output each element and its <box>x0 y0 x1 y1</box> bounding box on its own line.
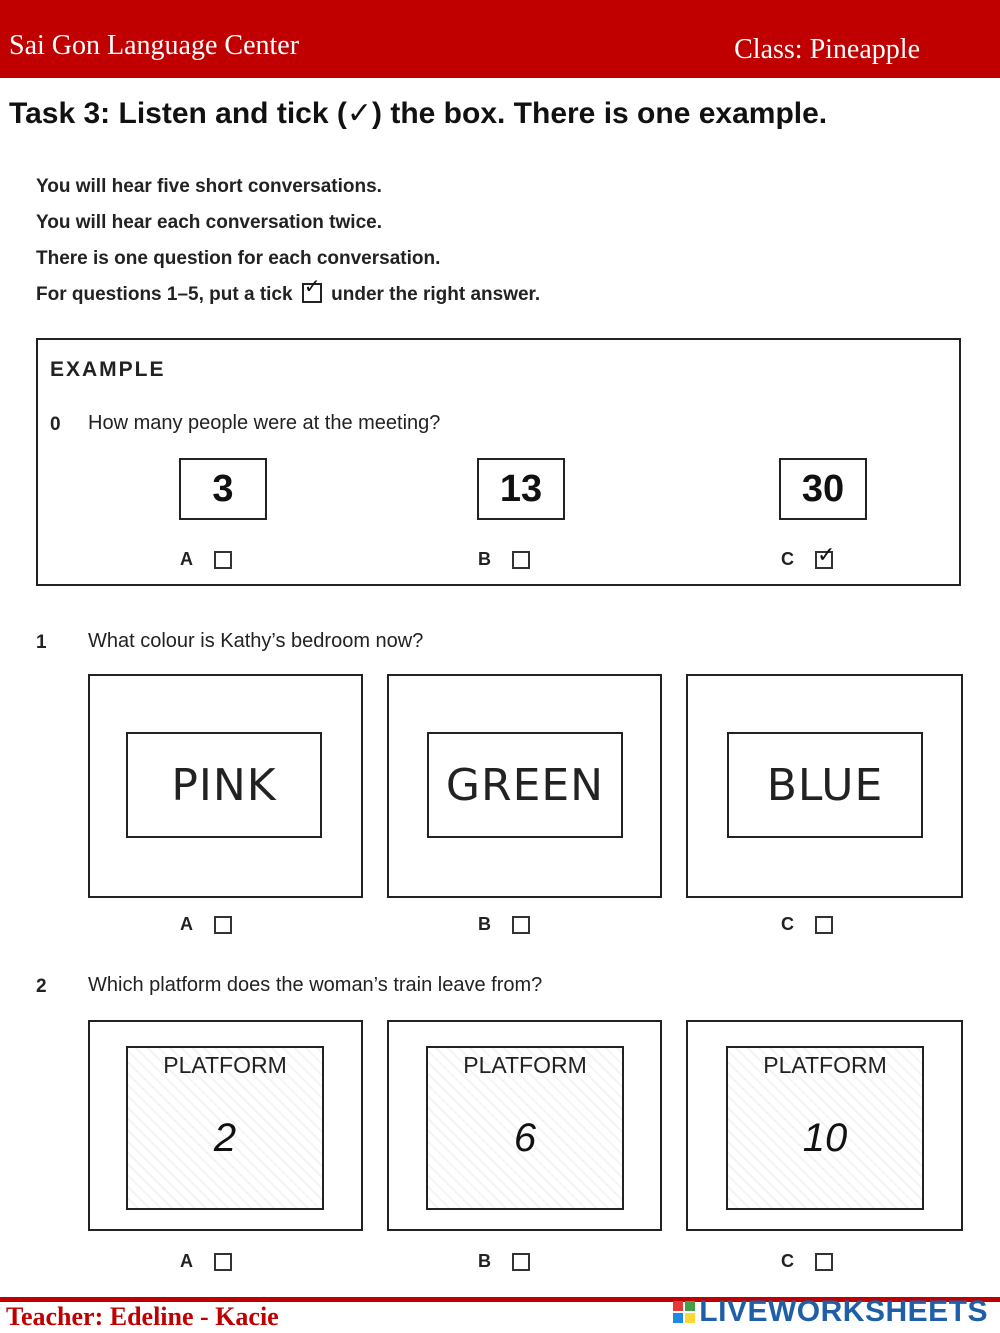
q1-answer-b[interactable] <box>478 914 530 935</box>
example-number: 0 <box>50 414 61 435</box>
tick-mark-icon: ✓ <box>817 541 836 567</box>
question-1-number: 1 <box>36 632 47 653</box>
example-question: How many people were at the meeting? <box>88 412 441 434</box>
q2-sign-b <box>426 1046 624 1210</box>
answer-letter: A <box>180 549 193 569</box>
answer-letter: B <box>478 914 491 934</box>
answer-letter: C <box>781 914 794 934</box>
question-1-text: What colour is Kathy’s bedroom now? <box>88 630 424 652</box>
checkbox[interactable] <box>512 1253 530 1271</box>
example-answer-a[interactable] <box>180 549 232 570</box>
instruction-line: You will hear five short conversations. <box>36 176 382 197</box>
question-2-number: 2 <box>36 976 47 997</box>
teacher-name: Teacher: Edeline - Kacie <box>6 1302 279 1331</box>
example-label: EXAMPLE <box>50 358 166 381</box>
tick-box-icon <box>302 276 322 303</box>
answer-letter: B <box>478 1251 491 1271</box>
class-label: Class: Pineapple <box>734 34 920 65</box>
instruction-line: There is one question for each conversation. <box>36 248 441 269</box>
platform-label: PLATFORM <box>763 1052 887 1078</box>
checkbox[interactable] <box>214 551 232 569</box>
brand-name: LIVEWORKSHEETS <box>699 1295 988 1328</box>
q1-answer-a[interactable] <box>180 914 232 935</box>
example-option-b-value: 13 <box>477 458 565 520</box>
answer-letter: B <box>478 549 491 569</box>
q1-answer-c[interactable] <box>781 914 833 935</box>
example-answer-b[interactable] <box>478 549 530 570</box>
tick-mark-icon: ✓ <box>303 276 321 298</box>
q2-answer-b[interactable] <box>478 1251 530 1272</box>
answer-letter: C <box>781 1251 794 1271</box>
answer-letter: C <box>781 549 794 569</box>
q1-sign-b <box>427 732 623 838</box>
instruction-text: For questions 1–5, put a tick <box>36 284 293 305</box>
task-title: Task 3: Listen and tick (✓) the box. There is one example. <box>9 97 828 130</box>
q2-answer-a[interactable] <box>180 1251 232 1272</box>
q1-sign-c <box>727 732 923 838</box>
colour-word: PINK <box>171 759 277 811</box>
colour-word: BLUE <box>766 759 884 811</box>
school-name: Sai Gon Language Center <box>9 30 300 61</box>
q1-sign-a <box>126 732 322 838</box>
instruction-line <box>36 276 541 316</box>
platform-number: 6 <box>513 1116 537 1160</box>
checkbox-checked[interactable] <box>815 541 836 569</box>
checkbox[interactable] <box>512 551 530 569</box>
q2-sign-a <box>126 1046 324 1210</box>
platform-number: 2 <box>213 1116 237 1160</box>
checkbox[interactable] <box>214 916 232 934</box>
answer-letter: A <box>180 1251 193 1271</box>
platform-label: PLATFORM <box>163 1052 287 1078</box>
instructions <box>36 172 540 316</box>
instruction-text: under the right answer. <box>331 284 541 305</box>
checkbox[interactable] <box>815 916 833 934</box>
platform-label: PLATFORM <box>463 1052 587 1078</box>
example-option-a-value: 3 <box>179 458 267 520</box>
checkbox[interactable] <box>512 916 530 934</box>
platform-number: 10 <box>802 1116 848 1160</box>
checkbox[interactable] <box>214 1253 232 1271</box>
q2-sign-c <box>726 1046 924 1210</box>
checkbox[interactable] <box>815 1253 833 1271</box>
example-answer-c[interactable] <box>781 541 836 570</box>
logo-grid-icon <box>673 1301 695 1323</box>
question-2-text: Which platform does the woman’s train leave from? <box>88 974 543 996</box>
header-bar <box>0 0 1000 78</box>
q2-answer-c[interactable] <box>781 1251 833 1272</box>
instruction-line: You will hear each conversation twice. <box>36 212 382 233</box>
liveworksheets-logo[interactable] <box>673 1295 988 1329</box>
colour-word: GREEN <box>445 759 605 811</box>
example-option-c-value: 30 <box>779 458 867 520</box>
answer-letter: A <box>180 914 193 934</box>
